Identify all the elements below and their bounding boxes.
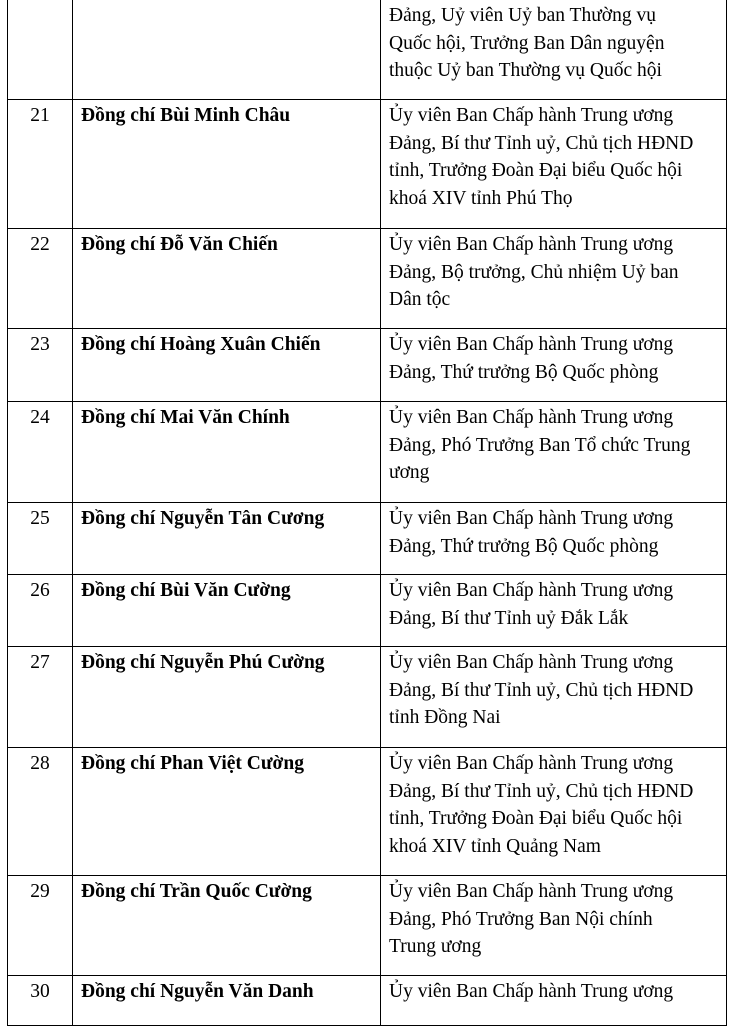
role-line: Ủy viên Ban Chấp hành Trung ương	[389, 652, 674, 673]
member-table	[7, 0, 727, 1026]
continuation-number-cell	[8, 0, 73, 100]
member-row	[8, 402, 727, 503]
role-line: Ủy viên Ban Chấp hành Trung ương	[389, 508, 674, 529]
member-role-cell	[381, 229, 727, 329]
role-line: Ủy viên Ban Chấp hành Trung ương	[389, 407, 674, 428]
role-line: tỉnh, Trưởng Đoàn Đại biểu Quốc hội	[389, 808, 683, 829]
role-line: Ủy viên Ban Chấp hành Trung ương	[389, 334, 674, 355]
member-role-cell	[381, 647, 727, 748]
member-number: 21	[8, 100, 73, 229]
role-line: Dân tộc	[389, 289, 451, 310]
member-row	[8, 575, 727, 647]
member-name: Đồng chí Đỗ Văn Chiến	[73, 229, 381, 329]
role-line: Ủy viên Ban Chấp hành Trung ương	[389, 753, 674, 774]
role-line: Đảng, Thứ trưởng Bộ Quốc phòng	[389, 535, 659, 557]
member-row	[8, 976, 727, 1026]
member-role-cell	[381, 575, 727, 647]
role-line: Ủy viên Ban Chấp hành Trung ương	[389, 981, 674, 1002]
role-line: Ủy viên Ban Chấp hành Trung ương	[389, 580, 674, 601]
member-row	[8, 329, 727, 402]
member-number: 27	[8, 647, 73, 748]
role-line: Ủy viên Ban Chấp hành Trung ương	[389, 881, 674, 902]
role-line: tỉnh Đồng Nai	[389, 707, 501, 728]
member-name: Đồng chí Nguyễn Phú Cường	[73, 647, 381, 748]
role-line: Trung ương	[389, 936, 482, 957]
member-number: 24	[8, 402, 73, 503]
role-line: Đảng, Bí thư Tỉnh uỷ, Chủ tịch HĐND	[389, 132, 694, 154]
role-line: Đảng, Bí thư Tỉnh uỷ, Chủ tịch HĐND	[389, 780, 694, 802]
role-line: Đảng, Bí thư Tỉnh uỷ Đắk Lắk	[389, 607, 629, 629]
member-name: Đồng chí Nguyễn Tân Cương	[73, 503, 381, 575]
member-name: Đồng chí Phan Việt Cường	[73, 748, 381, 876]
member-name: Đồng chí Hoàng Xuân Chiến	[73, 329, 381, 402]
member-row	[8, 229, 727, 329]
member-name: Đồng chí Bùi Minh Châu	[73, 100, 381, 229]
role-line: ương	[389, 462, 430, 483]
role-line: Đảng, Bộ trưởng, Chủ nhiệm Uỷ ban	[389, 261, 679, 283]
role-line: thuộc Uỷ ban Thường vụ Quốc hội	[389, 60, 662, 81]
member-number: 29	[8, 876, 73, 976]
continuation-name-cell	[73, 0, 381, 100]
member-name: Đồng chí Bùi Văn Cường	[73, 575, 381, 647]
role-line: khoá XIV tỉnh Quảng Nam	[389, 835, 601, 857]
role-line: Ủy viên Ban Chấp hành Trung ương	[389, 234, 674, 255]
member-role-cell	[381, 976, 727, 1026]
member-number: 23	[8, 329, 73, 402]
member-row	[8, 503, 727, 575]
member-role-cell	[381, 329, 727, 402]
member-number: 30	[8, 976, 73, 1026]
member-role-cell	[381, 748, 727, 876]
member-row	[8, 876, 727, 976]
role-line: Đảng, Thứ trưởng Bộ Quốc phòng	[389, 361, 659, 383]
role-line: Đảng, Phó Trưởng Ban Tổ chức Trung	[389, 434, 691, 456]
member-number: 28	[8, 748, 73, 876]
member-role-cell	[381, 876, 727, 976]
member-number: 26	[8, 575, 73, 647]
member-row	[8, 100, 727, 229]
member-row	[8, 748, 727, 876]
member-name: Đồng chí Nguyễn Văn Danh	[73, 976, 381, 1026]
role-line: Ủy viên Ban Chấp hành Trung ương	[389, 105, 674, 126]
continuation-row	[8, 0, 727, 100]
member-role-cell	[381, 100, 727, 229]
member-name: Đồng chí Mai Văn Chính	[73, 402, 381, 503]
member-name: Đồng chí Trần Quốc Cường	[73, 876, 381, 976]
role-line: Đảng, Uỷ viên Uỷ ban Thường vụ	[389, 5, 656, 26]
role-line: Đảng, Bí thư Tỉnh uỷ, Chủ tịch HĐND	[389, 679, 694, 701]
member-number: 25	[8, 503, 73, 575]
member-row	[8, 647, 727, 748]
role-line: khoá XIV tỉnh Phú Thọ	[389, 187, 573, 209]
member-role-cell	[381, 503, 727, 575]
continuation-role-cell	[381, 0, 727, 100]
member-number: 22	[8, 229, 73, 329]
role-line: tỉnh, Trưởng Đoàn Đại biểu Quốc hội	[389, 160, 683, 181]
role-line: Đảng, Phó Trưởng Ban Nội chính	[389, 908, 653, 930]
member-role-cell	[381, 402, 727, 503]
role-line: Quốc hội, Trưởng Ban Dân nguyện	[389, 32, 665, 54]
member-table-body	[8, 0, 727, 1026]
